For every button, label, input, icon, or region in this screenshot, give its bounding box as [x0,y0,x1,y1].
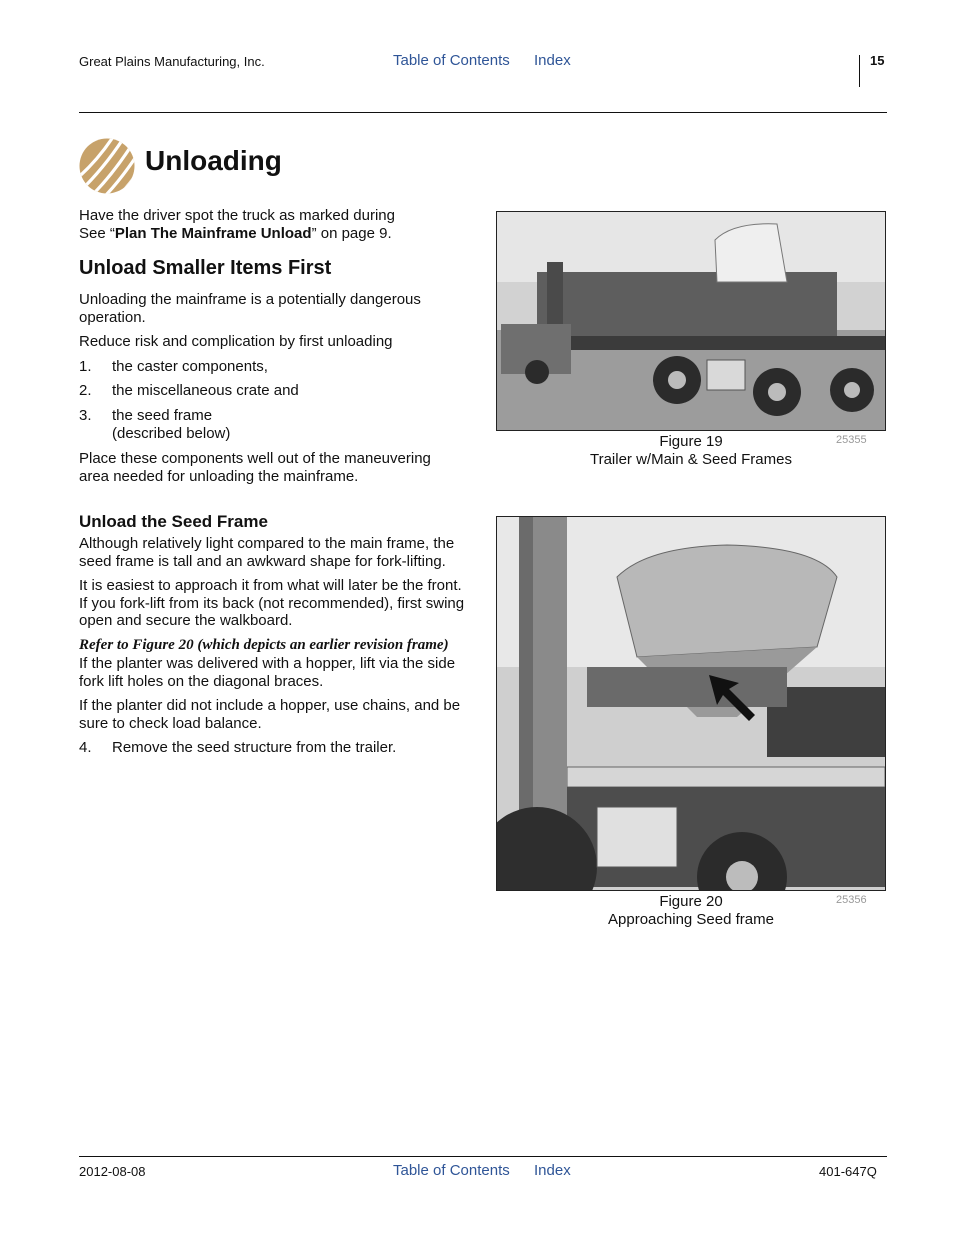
figure-19-caption [496,433,886,468]
list-item: 3. the seed frame (described below) [79,407,231,442]
footer-rule [79,1156,887,1157]
toc-link-footer[interactable]: Table of Contents [393,1162,510,1179]
page-number: 15 [870,53,885,68]
great-plains-logo [79,138,135,194]
index-link-footer[interactable]: Index [534,1162,571,1179]
section2-p3: If the planter was delivered with a hopper, lift via the side fork lift holes on the diagonal braces. [79,655,456,690]
figure-20-reference[interactable]: Refer to Figure 20 (which depicts an earlier revision frame) [79,637,449,653]
figure-19-title: Trailer w/Main & Seed Frames [589,450,792,468]
figure-20-caption [496,893,886,928]
figure-19-photo [496,211,886,431]
company-name: Great Plains Manufacturing, Inc. [79,54,265,69]
section2-p4: If the planter did not include a hopper, use chains, and be sure to check load balance. [79,697,461,732]
section2-p1: Although relatively light compared to the main frame, the seed frame is tall and an awkward shape for fork-lifting. [79,535,455,570]
footer-date: 2012-08-08 [79,1164,146,1179]
intro-paragraph [79,207,479,242]
figure-19-label: Figure 19 [659,433,723,450]
list-item: 1. the caster components, [79,358,268,375]
list-item: 2. the miscellaneous crate and [79,382,299,399]
section1-p3: Place these components well out of the maneuvering area needed for unloading the mainframe. [79,450,431,485]
page-title: Unloading [145,145,282,176]
figure-20-label: Figure 20 [659,893,723,910]
plan-mainframe-unload-ref[interactable]: Plan The Mainframe Unload [114,224,312,242]
figure-20-id: 25356 [836,894,867,906]
toc-link-header[interactable]: Table of Contents [393,52,510,69]
intro-line-1: Have the driver spot the truck as marked during [79,207,395,224]
section-heading-unload-seed-frame: Unload the Seed Frame [79,512,268,531]
section2-p2: It is easiest to approach it from what will later be the front. If you fork-lift from its back (not recommended), first swing open and secure the walkboard. [79,577,465,629]
header-divider [859,55,860,87]
intro-line-2: See “Plan The Mainframe Unload” on page 9. [79,224,392,242]
section-heading-unload-smaller: Unload Smaller Items First [79,257,332,279]
figure-20-photo [496,516,886,891]
section1-p2: Reduce risk and complication by first unloading [79,333,393,350]
figure-20-title: Approaching Seed frame [608,910,774,928]
header-rule [79,112,887,113]
section1-p1: Unloading the mainframe is a potentially dangerous operation. [79,291,421,326]
list-item: 4. Remove the seed structure from the trailer. [79,739,397,756]
figure-19-id: 25355 [836,434,867,446]
index-link-header[interactable]: Index [534,52,571,69]
document-number: 401-647Q [819,1164,877,1179]
